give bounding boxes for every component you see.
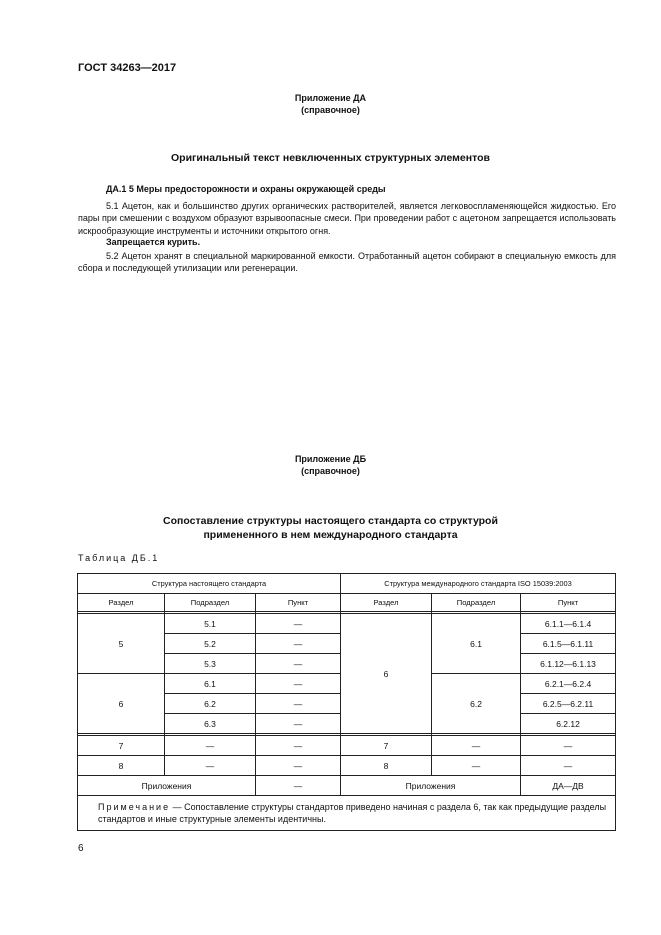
table-cell: — — [256, 654, 341, 674]
page-number: 6 — [78, 843, 84, 854]
column-header: Пункт — [256, 594, 341, 612]
section-heading: ДА.1 5 Меры предосторожности и охраны окружающей среды — [106, 184, 386, 194]
table-cell: — — [432, 756, 521, 776]
table-row — [78, 614, 616, 634]
table-row — [78, 756, 616, 776]
table-cell: 6.1.5—6.1.11 — [521, 634, 616, 654]
appendix-da-subtitle: (справочное) — [301, 105, 360, 115]
table-cell: — — [256, 674, 341, 694]
table-cell: 5.1 — [165, 614, 256, 634]
table-cell: — — [165, 736, 256, 756]
table-row — [78, 776, 616, 796]
note-label: Примечание — [98, 802, 171, 812]
table-cell: 8 — [341, 756, 432, 776]
column-header: Подраздел — [165, 594, 256, 612]
appendix-db-title: Приложение ДБ — [294, 454, 367, 464]
warning-text: Запрещается курить. — [106, 237, 201, 247]
column-header: Подраздел — [432, 594, 521, 612]
table-cell: — — [521, 756, 616, 776]
table-cell: 6 — [341, 614, 432, 734]
table-cell: — — [256, 714, 341, 734]
table-cell: 6.1 — [165, 674, 256, 694]
table-cell: — — [256, 694, 341, 714]
appendix-da-heading: Оригинальный текст невключенных структурных элементов — [171, 152, 490, 164]
column-header: Пункт — [521, 594, 616, 612]
document-id: ГОСТ 34263—2017 — [78, 62, 177, 74]
appendix-db-heading-1: Сопоставление структуры настоящего стандарта со структурой — [163, 515, 498, 527]
table-cell: 6 — [78, 674, 165, 734]
table-cell: 6.1.1—6.1.4 — [521, 614, 616, 634]
table-cell: 6.2 — [432, 674, 521, 734]
table-cell: — — [256, 776, 341, 796]
table-note — [78, 796, 616, 831]
table-cell: 6.2.1—6.2.4 — [521, 674, 616, 694]
table-cell: 6.2.5—6.2.11 — [521, 694, 616, 714]
table-cell: — — [256, 614, 341, 634]
paragraph-5-2: 5.2 Ацетон хранят в специальной маркированной емкости. Отработанный ацетон собирают в специальную емкость для сбора и последующей утилизации или регенерации. — [78, 251, 616, 274]
column-header: Раздел — [78, 594, 165, 612]
column-header: Раздел — [341, 594, 432, 612]
group-header-current: Структура настоящего стандарта — [78, 574, 341, 594]
table-cell: 6.3 — [165, 714, 256, 734]
appendix-db-heading-2: примененного в нем международного стандарта — [203, 529, 458, 541]
appendix-da-title: Приложение ДА — [294, 93, 367, 103]
appendix-db-subtitle: (справочное) — [301, 466, 360, 476]
table-cell: 6.2.12 — [521, 714, 616, 734]
table-cell: 5.3 — [165, 654, 256, 674]
table-cell: — — [256, 756, 341, 776]
table-cell: ДА—ДВ — [521, 776, 616, 796]
table-cell: 5 — [78, 614, 165, 674]
comparison-table — [77, 573, 616, 831]
table-row — [78, 736, 616, 756]
note-text: — Сопоставление структуры стандартов приведено начиная с раздела 6, так как предыдущие разделы стандартов и иные структурные элементы идентичны. — [98, 802, 607, 824]
table-cell: — — [432, 736, 521, 756]
table-cell: 6.1 — [432, 614, 521, 674]
table-cell: Приложения — [78, 776, 256, 796]
group-header-iso: Структура международного стандарта ISO 15039:2003 — [341, 574, 616, 594]
table-cell: 7 — [78, 736, 165, 756]
paragraph-5-1: 5.1 Ацетон, как и большинство других органических растворителей, является легковоспламеняющейся жидкостью. Его пары при смешении с воздухом образуют взрывоопасные смеси. При проведении работ с ацетоном запрещается использовать искрообразующие инструменты и источники открытого огня. — [78, 201, 616, 236]
table-cell: 6.2 — [165, 694, 256, 714]
table-cell: 7 — [341, 736, 432, 756]
table-cell: 8 — [78, 756, 165, 776]
table-cell: — — [256, 736, 341, 756]
table-cell: Приложения — [341, 776, 521, 796]
table-cell: — — [256, 634, 341, 654]
table-cell: — — [165, 756, 256, 776]
table-cell: 6.1.12—6.1.13 — [521, 654, 616, 674]
table-label: Таблица ДБ.1 — [78, 553, 160, 563]
table-cell: — — [521, 736, 616, 756]
table-cell: 5.2 — [165, 634, 256, 654]
